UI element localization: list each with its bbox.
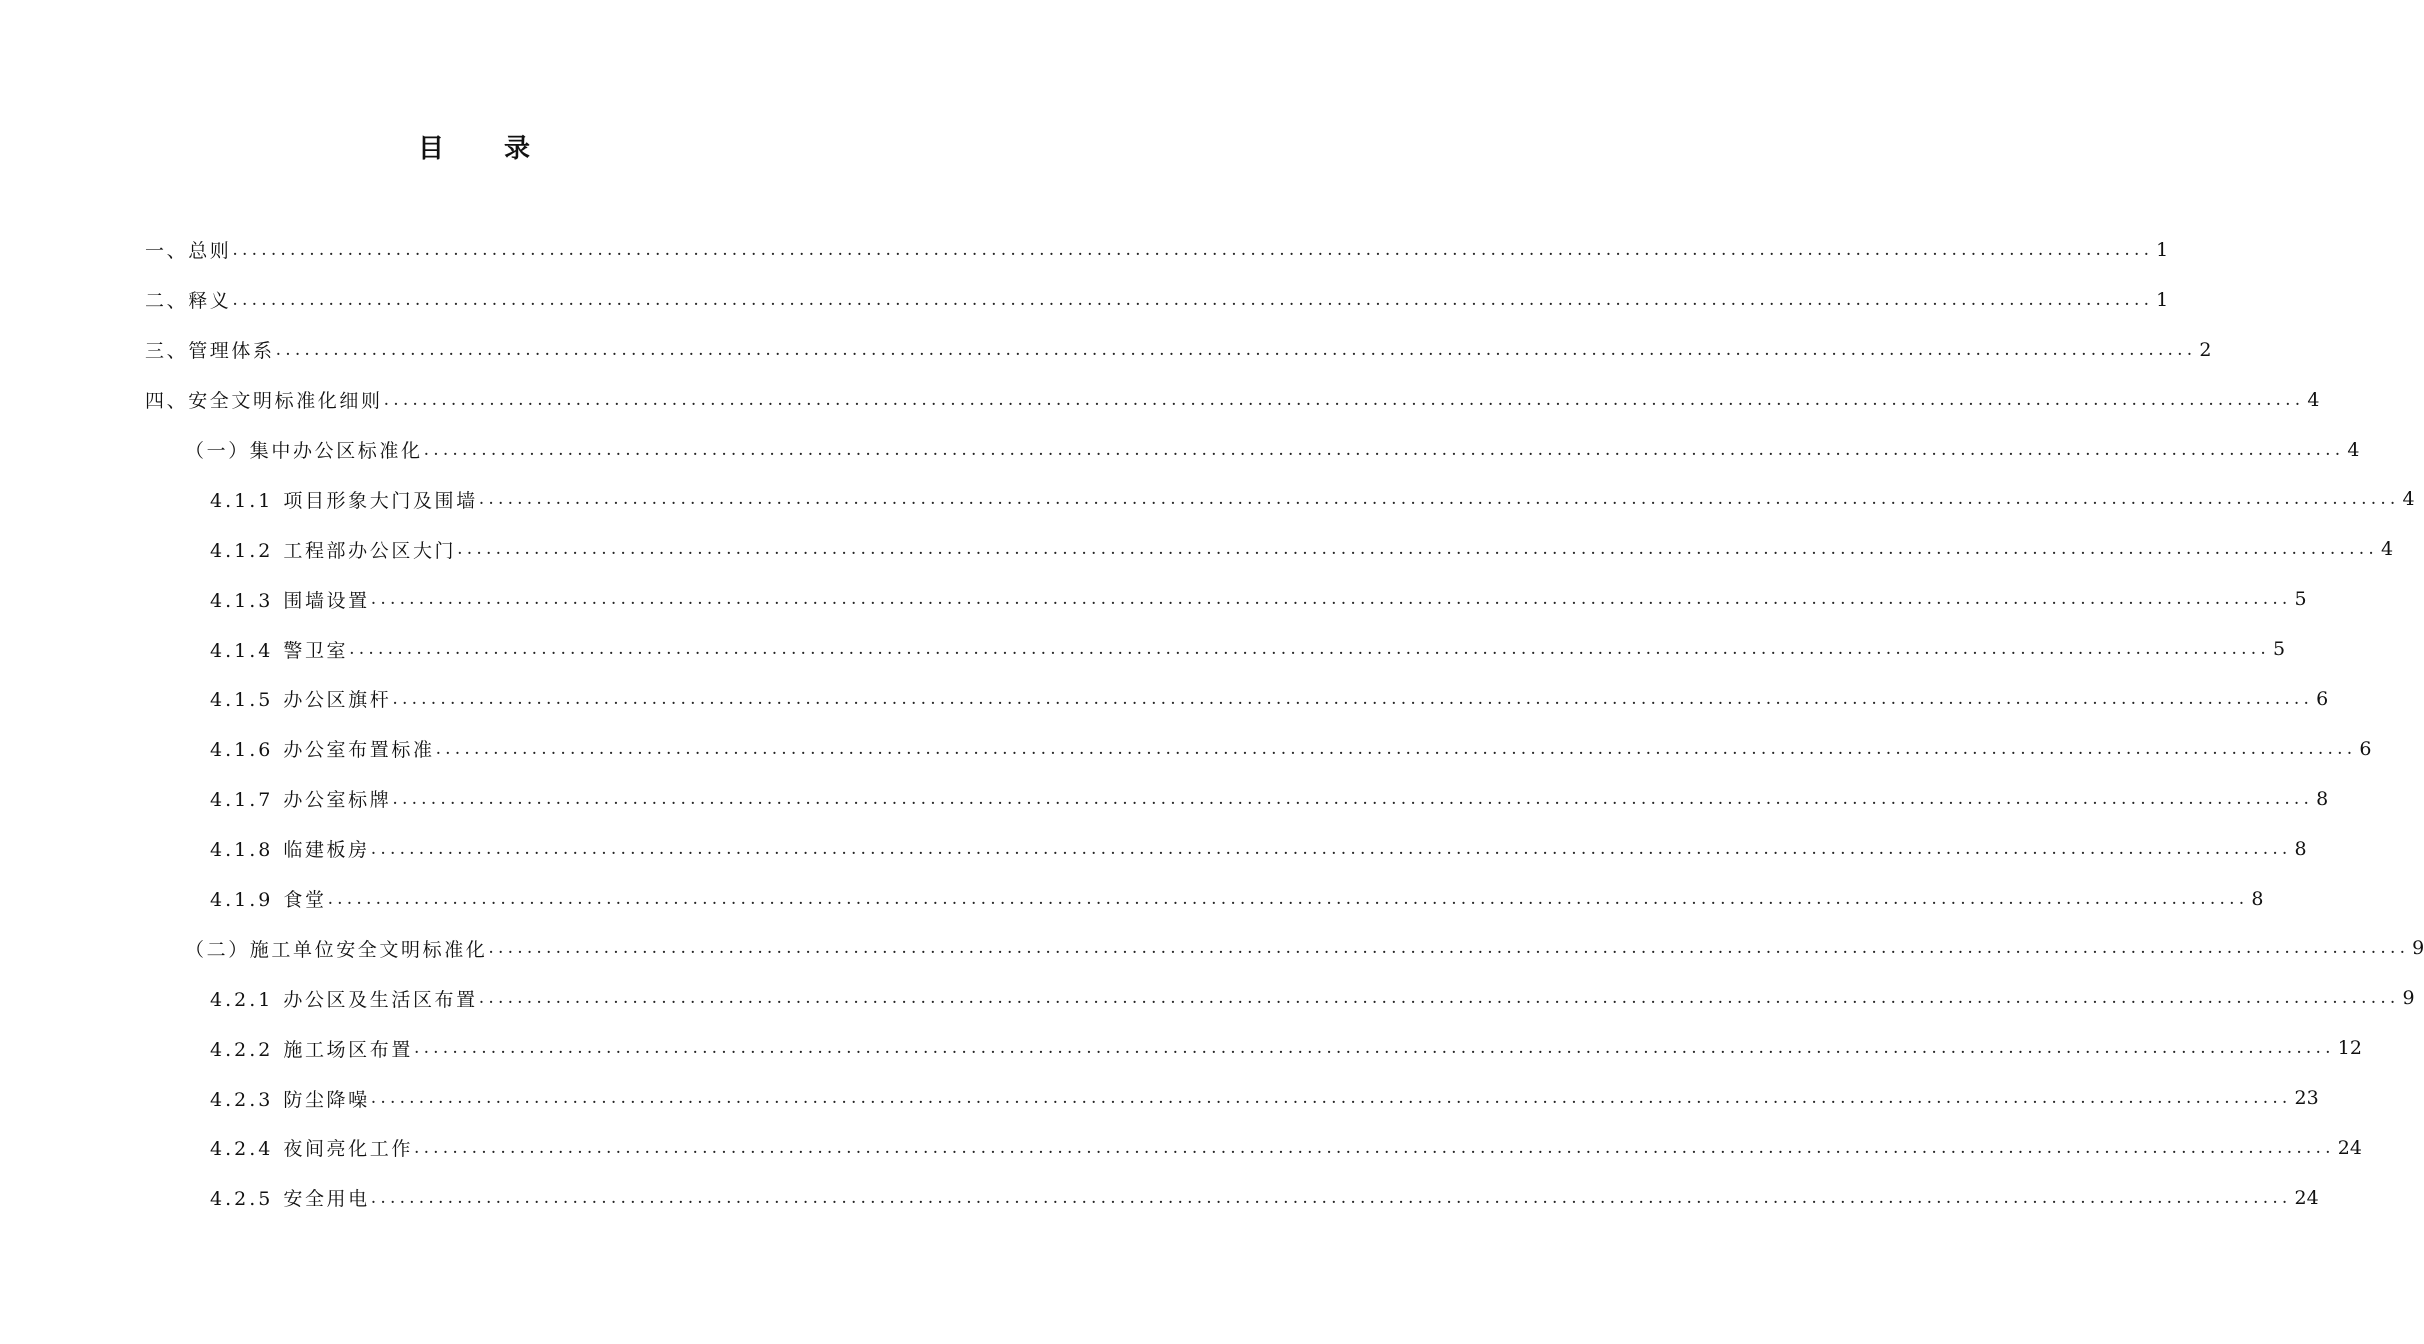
toc-entry-text: 食堂: [283, 889, 327, 912]
toc-dot-leader: ........................................................................................................................................................................................................: [275, 339, 2197, 360]
toc-entry-label: [210, 735, 435, 762]
toc-entry-label: [210, 636, 348, 663]
toc-title-right: 录: [504, 134, 533, 164]
toc-entry-text: （二）施工单位安全文明标准化: [185, 938, 488, 961]
toc-dot-leader: ........................................................................................................................................................................................................: [232, 239, 2154, 260]
toc-entry-number: 4.1.6: [210, 739, 274, 762]
toc-page-number: 8: [2294, 837, 2307, 860]
toc-entry-number: 4.1.5: [210, 689, 274, 712]
toc-page-number: 5: [2272, 638, 2286, 661]
toc-entry[interactable]: [0, 375, 2320, 425]
toc-entry-number: 4.2.3: [210, 1088, 274, 1111]
toc-entry[interactable]: [0, 624, 2286, 674]
toc-entry-label: [210, 785, 391, 812]
toc-page-number: 1: [2156, 238, 2169, 261]
toc-entry-text: 夜间亮化工作: [283, 1138, 413, 1161]
toc-entry[interactable]: [0, 1023, 2362, 1073]
toc-page-number: 24: [2337, 1136, 2362, 1159]
toc-entry-label: [145, 336, 275, 363]
toc-dot-leader: ........................................................................................................................................................................................................: [392, 788, 2314, 809]
toc-entry-text: 办公区及生活区布置: [283, 988, 478, 1011]
toc-entry-text: （一）集中办公区标准化: [185, 440, 423, 462]
toc-dot-leader: ........................................................................................................................................................................................................: [478, 489, 2400, 510]
toc-entry[interactable]: [0, 524, 2394, 574]
toc-dot-leader: ........................................................................................................................................................................................................: [457, 539, 2378, 560]
toc-page-number: 4: [2380, 538, 2394, 561]
toc-title: [0, 128, 950, 165]
toc-entry-label: [210, 586, 370, 613]
toc-dot-leader: ........................................................................................................................................................................................................: [327, 888, 2249, 909]
toc-page-number: 8: [2316, 787, 2329, 810]
toc-page-number: 4: [2307, 388, 2320, 411]
toc-dot-leader: ........................................................................................................................................................................................................: [349, 639, 2270, 660]
toc-dot-leader: ........................................................................................................................................................................................................: [370, 838, 2292, 859]
toc-entry-label: [210, 835, 370, 862]
toc-entry-text: 警卫室: [283, 639, 349, 662]
toc-entry-text: 防尘降噪: [283, 1088, 370, 1111]
toc-entry-number: 4.2.5: [210, 1188, 274, 1211]
toc-page-number: 4: [2347, 438, 2360, 461]
toc-entry-label: [210, 1085, 370, 1112]
toc-entry-number: 4.1.8: [210, 839, 274, 862]
toc-entry[interactable]: [0, 474, 2415, 524]
toc-entry-text: 办公室标牌: [283, 789, 392, 812]
toc-page-number: 5: [2294, 588, 2307, 611]
toc-entry-text: 二、释义: [145, 290, 232, 313]
toc-entry[interactable]: [0, 275, 2169, 325]
toc-dot-leader: ........................................................................................................................................................................................................: [370, 589, 2292, 610]
toc-page-number: 4: [2402, 488, 2415, 511]
toc-entry-text: 围墙设置: [283, 589, 370, 612]
toc-entry[interactable]: [0, 225, 2169, 275]
toc-entry-label: [145, 386, 383, 413]
toc-dot-leader: ........................................................................................................................................................................................................: [423, 439, 2345, 460]
toc-entry-text: 办公室布置标准: [283, 739, 435, 762]
toc-entry[interactable]: [0, 1173, 2319, 1223]
toc-dot-leader: ........................................................................................................................................................................................................: [370, 1187, 2292, 1208]
toc-entry[interactable]: [0, 425, 2360, 475]
toc-entry-number: 4.1.4: [210, 639, 274, 662]
toc-page-number: 6: [2316, 687, 2329, 710]
toc-entry[interactable]: [0, 774, 2329, 824]
toc-page-number: 9: [2402, 987, 2415, 1010]
toc-dot-leader: ........................................................................................................................................................................................................: [232, 289, 2154, 310]
toc-entry-number: 4.2.2: [210, 1038, 274, 1061]
toc-entry-label: [210, 1035, 413, 1062]
toc-entry[interactable]: [0, 1073, 2319, 1123]
toc-entry-number: 4.1.3: [210, 589, 274, 612]
toc-dot-leader: ........................................................................................................................................................................................................: [413, 1137, 2335, 1158]
toc-entry-text: 施工场区布置: [283, 1038, 413, 1061]
toc-entry-label: [210, 1184, 370, 1211]
toc-entry-text: 三、管理体系: [145, 340, 275, 363]
toc-dot-leader: ........................................................................................................................................................................................................: [383, 389, 2305, 410]
toc-page-number: 23: [2294, 1087, 2319, 1110]
toc-entry-number: 4.1.9: [210, 889, 274, 912]
toc-entry-label: [185, 436, 423, 463]
toc-entry-label: [210, 885, 327, 912]
toc-title-left: 目: [417, 134, 446, 164]
toc-entry[interactable]: [0, 325, 2212, 375]
toc-page-number: 1: [2156, 288, 2169, 311]
toc-page-number: 8: [2251, 887, 2264, 910]
toc-entry-text: 临建板房: [283, 839, 370, 862]
toc-entry-text: 一、总则: [145, 240, 232, 263]
toc-entry[interactable]: [0, 923, 2424, 973]
toc-page-number: 6: [2359, 737, 2372, 760]
toc-page-number: 2: [2199, 338, 2212, 361]
toc-entry-text: 工程部办公区大门: [283, 539, 457, 562]
toc-entry-label: [145, 286, 231, 313]
toc-dot-leader: ........................................................................................................................................................................................................: [413, 1038, 2335, 1059]
table-of-contents: [0, 225, 2424, 1223]
toc-entry-label: [210, 486, 478, 513]
toc-entry-label: [185, 935, 487, 962]
toc-entry[interactable]: [0, 574, 2307, 624]
toc-entry-number: 4.1.7: [210, 789, 274, 812]
toc-entry[interactable]: [0, 724, 2372, 774]
toc-entry-text: 办公区旗杆: [283, 689, 392, 712]
toc-entry-text: 项目形象大门及围墙: [283, 489, 478, 512]
toc-entry-label: [145, 236, 231, 263]
toc-dot-leader: ........................................................................................................................................................................................................: [370, 1088, 2292, 1109]
toc-entry-text: 安全用电: [283, 1188, 370, 1211]
toc-entry[interactable]: [0, 874, 2264, 924]
toc-page-number: 12: [2337, 1037, 2362, 1060]
toc-dot-leader: ........................................................................................................................................................................................................: [488, 938, 2410, 959]
toc-entry-number: 4.2.4: [210, 1138, 274, 1161]
toc-entry-label: [210, 536, 456, 563]
toc-page-number: 9: [2412, 937, 2424, 960]
toc-entry-number: 4.1.1: [210, 489, 274, 512]
toc-page-number: 24: [2294, 1186, 2319, 1209]
toc-entry-label: [210, 1134, 413, 1161]
toc-entry-text: 四、安全文明标准化细则: [145, 390, 383, 413]
toc-dot-leader: ........................................................................................................................................................................................................: [435, 738, 2357, 759]
toc-entry[interactable]: [0, 973, 2415, 1023]
toc-dot-leader: ........................................................................................................................................................................................................: [478, 988, 2400, 1009]
toc-entry[interactable]: [0, 674, 2329, 724]
toc-entry[interactable]: [0, 1123, 2362, 1173]
toc-dot-leader: ........................................................................................................................................................................................................: [392, 688, 2314, 709]
toc-entry-label: [210, 685, 391, 712]
toc-entry[interactable]: [0, 824, 2307, 874]
toc-entry-number: 4.1.2: [210, 539, 274, 562]
toc-entry-number: 4.2.1: [210, 988, 274, 1011]
toc-entry-label: [210, 985, 478, 1012]
